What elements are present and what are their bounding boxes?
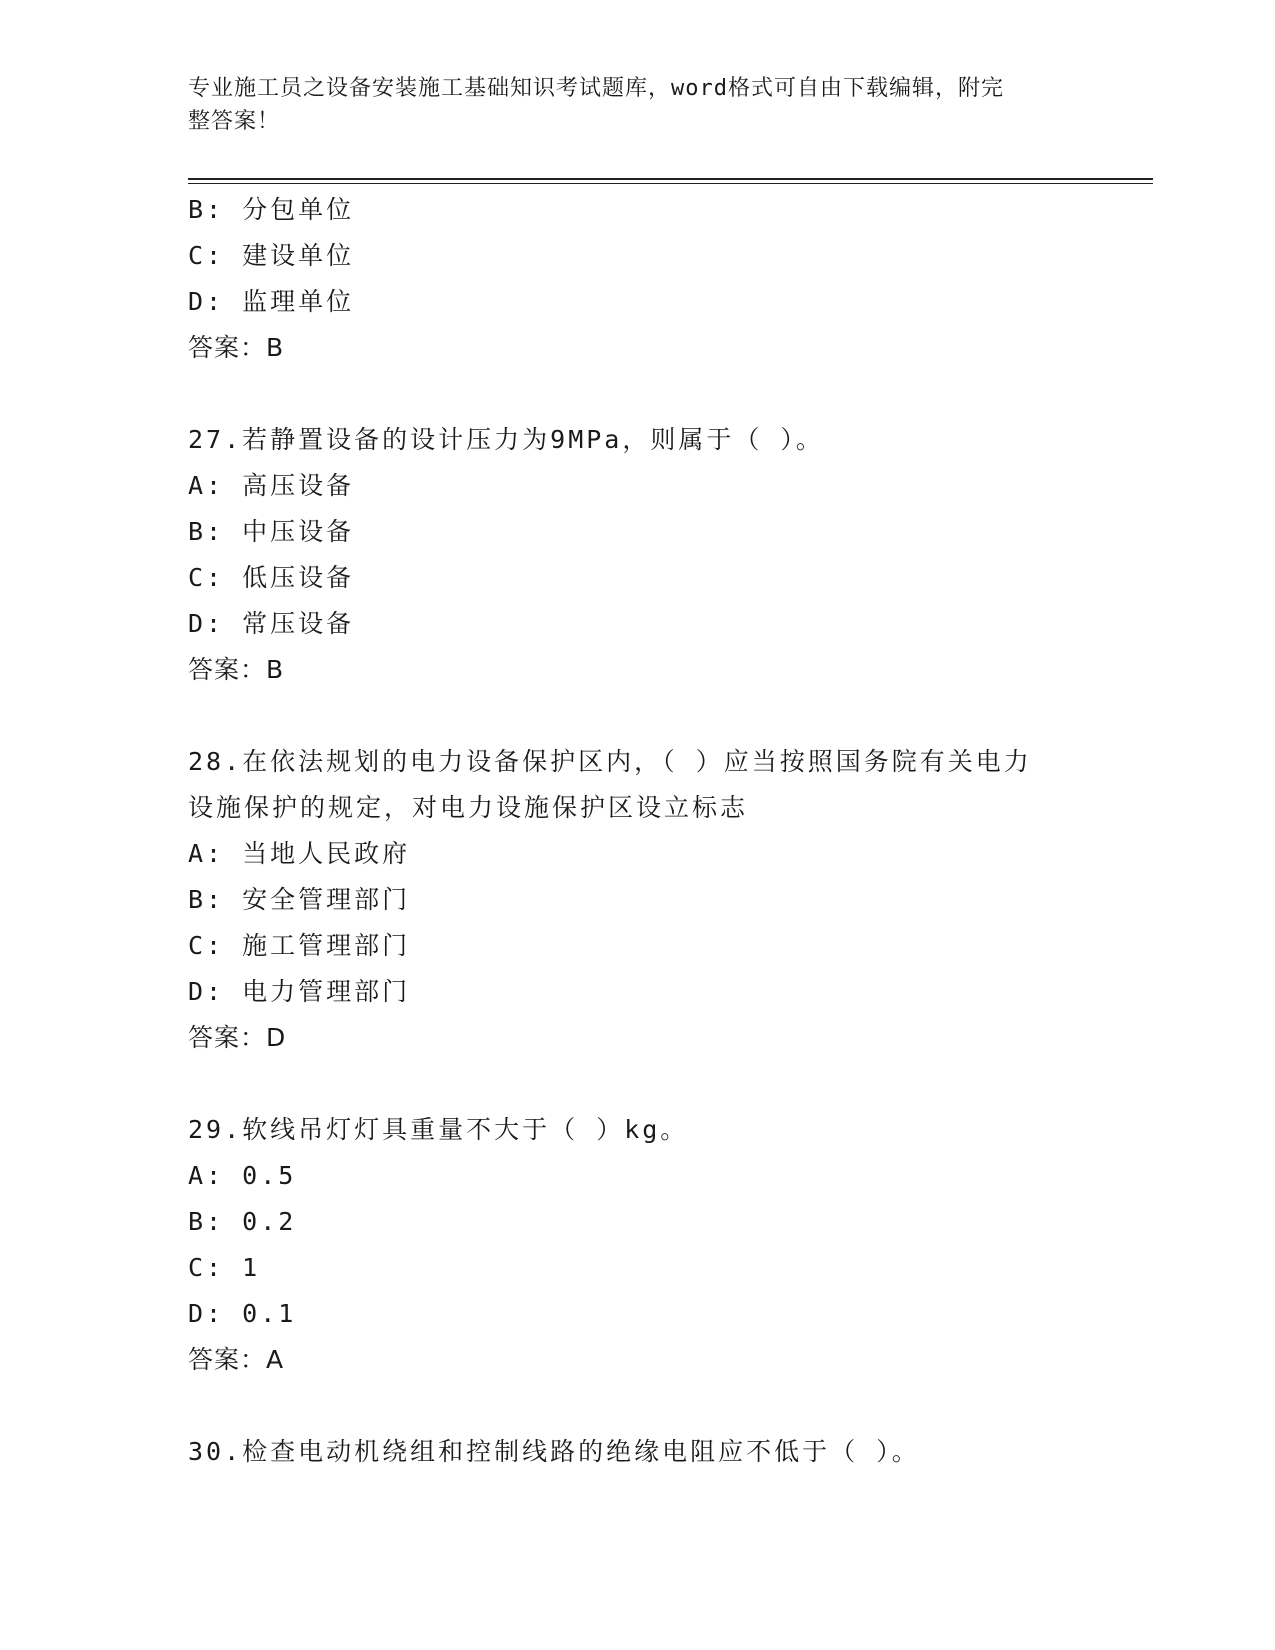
question-text-line-2: 设施保护的规定，对电力设施保护区设立标志: [188, 793, 749, 822]
option-b: B: 中压设备: [188, 517, 355, 546]
question-text: 30.检查电动机绕组和控制线路的绝缘电阻应不低于（ ）。: [188, 1437, 920, 1466]
question-block-28: [188, 739, 1128, 1061]
option-c: C: 1: [188, 1253, 261, 1282]
option-c: C: 低压设备: [188, 563, 355, 592]
question-block-26: [188, 187, 1128, 371]
option-a: A: 高压设备: [188, 471, 355, 500]
answer-line: 答案：B: [188, 655, 285, 684]
option-a: A: 当地人民政府: [188, 839, 411, 868]
option-d: D: 电力管理部门: [188, 977, 411, 1006]
spacer: [188, 1383, 1128, 1429]
answer-line: 答案：D: [188, 1023, 287, 1052]
option-d: D: 监理单位: [188, 287, 355, 316]
spacer: [188, 371, 1128, 417]
answer-line: 答案：B: [188, 333, 285, 362]
question-text-line-1: 28.在依法规划的电力设备保护区内，（ ）应当按照国务院有关电力: [188, 747, 1032, 776]
option-b: B: 安全管理部门: [188, 885, 411, 914]
option-d: D: 常压设备: [188, 609, 355, 638]
question-list: [188, 187, 1128, 1475]
header-line-1: 专业施工员之设备安装施工基础知识考试题库，word格式可自由下载编辑，附完: [188, 76, 1004, 101]
spacer: [188, 1061, 1128, 1107]
option-b: B: 0.2: [188, 1207, 297, 1236]
option-c: C: 建设单位: [188, 241, 355, 270]
spacer: [188, 693, 1128, 739]
option-d: D: 0.1: [188, 1299, 297, 1328]
header-line-2: 整答案！: [188, 109, 281, 134]
header-divider-thick: [188, 178, 1153, 180]
question-text: 27.若静置设备的设计压力为9MPa，则属于（ ）。: [188, 425, 824, 454]
header-divider-thin: [188, 183, 1153, 184]
question-block-30: [188, 1429, 1128, 1475]
option-b: B: 分包单位: [188, 195, 355, 224]
question-text: 29.软线吊灯灯具重量不大于（ ）kg。: [188, 1115, 689, 1144]
option-c: C: 施工管理部门: [188, 931, 411, 960]
option-a: A: 0.5: [188, 1161, 297, 1190]
document-header: [188, 72, 1088, 138]
question-block-27: [188, 417, 1128, 693]
question-block-29: [188, 1107, 1128, 1383]
answer-line: 答案：A: [188, 1345, 285, 1374]
